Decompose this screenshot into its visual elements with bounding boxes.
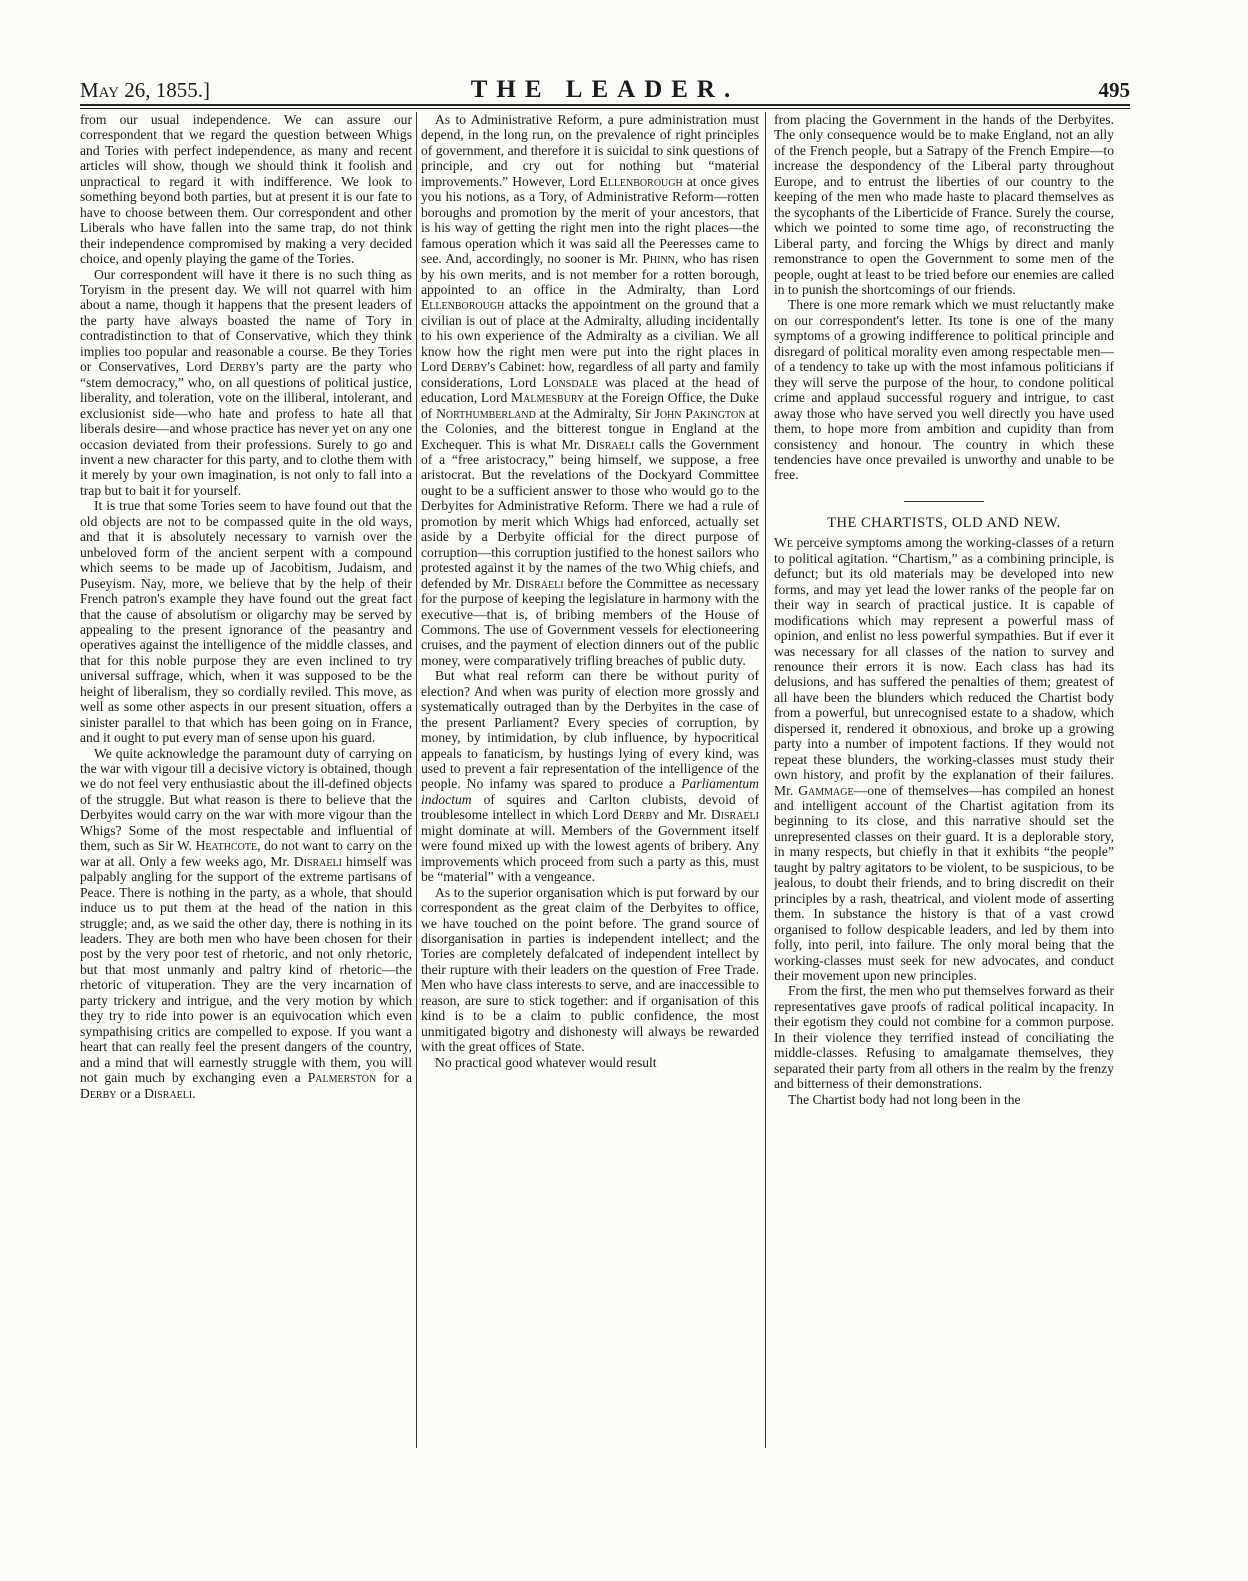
- masthead-title: THE LEADER.: [470, 76, 740, 103]
- column-2: [421, 112, 759, 1562]
- paragraph: We perceive symptoms among the working-classes of a return to political agitation. “Chartism,” as a combining principle, is defunct; but its old materials may be developed into new forms, and may yet lead the lower ranks of the people far on their way in search of practical justice. It is capable of modifications which may represent a powerful mass of opinion, and enlist no less powerful sympathies. But if ever it was necessary for all classes of the nation to survey and renounce their errors it is now. Each class has had its delusions, and has suffered the penalties of them; greatest of all have been the blunders which reduced the Chartist body from a powerful, but unrecognised estate to a shadow, which dispersed it, rendered it obnoxious, and broke up a growing party into a number of impotent factions. If they would not repeat these blunders, the working-classes must study their own history, and profit by the explanation of their failures. Mr. Gammage—one of themselves—has compiled an honest and intelligent account of the Chartist agitation from its beginning to its close, and this narrative should set the unrepresented classes on their guard. It is a deplorable story, in many respects, but chiefly in that it exhibits “the people” taught by paltry agitators to be violent, to be suspicious, to be jealous, to doubt their friends, and to bring discredit on their principles by a rash, theatrical, and violent mode of asserting them. In substance the history is that of a vast crowd organised to follow despicable leaders, and led by them into folly, into peril, into failure. The only moral being that the working-classes must seek for new advocates, and conduct their movement upon new principles.: [774, 535, 1114, 984]
- paragraph: Our correspondent will have it there is no such thing as Toryism in the present day. We will not quarrel with him about a name, though it happens that the present leaders of the party have always boasted the name of Tory in contradistinction to that of Conservative, which they think implies too popular and reasonable a course. Be they Tories or Conservatives, Lord Derby's party are the party who “stem democracy,” who, on all questions of political justice, liberality, and toleration, vote on the illiberal, intolerant, and exclusionist side—who hate and profess to hate all that liberals desire—and whose practice has never yet on any one occasion deviated from their professions. Surely to go and invent a new character for this party, and to clothe them with it merely by your own imagination, is not only to fall into a trap but to bait it for yourself.: [80, 266, 412, 498]
- issue-date: May 26, 1855.]: [80, 78, 210, 102]
- column-divider: [416, 112, 417, 1448]
- paragraph: As to Administrative Reform, a pure administration must depend, in the long run, on the prevalence of right principles of government, and therefore it is suicidal to sink questions of principle, and cry out for nothing but “material improvements.” However, Lord Ellenborough at once gives you his notions, as a Tory, of Administrative Reform—rotten boroughs and promotion by the merit of your ancestors, that is his way of getting the right men into the right places—the famous operation which it was said all the Peeresses came to see. And, accordingly, no sooner is Mr. Phinn, who has risen by his own merits, and is not member for a rotten borough, appointed to an office in the Admiralty, than Lord Ellenborough attacks the appointment on the ground that a civilian is out of place at the Admiralty, alluding incidentally to his own experience of the Admiralty as a civilian. We all know how the right men were put into the right places in Lord Derby's Cabinet: how, regardless of all party and family considerations, Lord Lonsdale was placed at the head of education, Lord Malmesbury at the Foreign Office, the Duke of Northumberland at the Admiralty, Sir John Pakington at the Colonies, and the bitterest tongue in England at the Exchequer. This is what Mr. Disraeli calls the Government of a “free aristocracy,” being himself, we suppose, a free aristocrat. But the revelations of the Dockyard Committee ought to be a sufficient answer to those who would go to the Derbyites for Administrative Reform. There we had a rule of promotion by merit which Whigs had enforced, actually set aside by a Derbyite official for the direct purpose of corruption—this corruption justified to the honest sailors who protested against it by the names of the two Whig chiefs, and defended by Mr. Disraeli before the Committee as necessary for the purpose of keeping the legislature in harmony with the executive—that is, of bribing members of the House of Commons. The use of Government vessels for electioneering cruises, and the payment of election dinners out of the public money, were comparatively trifling breaches of public duty.: [421, 112, 759, 668]
- header-rule: [80, 104, 1130, 106]
- article-title: THE CHARTISTS, OLD AND NEW.: [827, 514, 1061, 531]
- paragraph: From the first, the men who put themselves forward as their representatives gave proofs of radical political incapacity. In their egotism they could not combine for a common purpose. In their violence they terrified instead of conciliating the middle-classes. Refusing to amalgamate themselves, they separated their party from all others in the realm by the frenzy and bitterness of their demonstrations.: [774, 983, 1114, 1092]
- paragraph: As to the superior organisation which is put forward by our correspondent as the great claim of the Derbyites to office, we have touched on the point before. The grand source of disorganisation in parties is independent intellect; and the Tories are completely defalcated of independent intellect by their rupture with their leaders on the question of Free Trade. Men who have class interests to serve, and are inaccessible to reason, are sure to stick together: and if organisation of this kind is to be a claim to public confidence, the most unmitigated bigotry and dishonesty will always be rewarded with the great offices of State.: [421, 884, 759, 1055]
- header-rule-thin: [80, 108, 1130, 109]
- section-divider: [904, 501, 984, 502]
- paragraph: from our usual independence. We can assure our correspondent that we regard the question between Whigs and Tories with perfect independence, as many and recent articles will show, though we should think it foolish and unpractical to regard it with indifference. We look to something beyond both parties, but at present it is our fate to have to choose between them. Our correspondent and other Liberals who have fallen into the same trap, do not think their independence compromised by making a very decided choice, and openly playing the game of the Tories.: [80, 112, 412, 267]
- paragraph: It is true that some Tories seem to have found out that the old objects are not to be compassed quite in the old ways, and that it is absolutely necessary to varnish over the unbeloved form of the ancient serpent with a compound which seems to be made up of Jacobitism, Judaism, and Puseyism. Nay, more, we believe that by the help of their French patron's example they have found out the great fact that the cause of absolutism or oligarchy may be served by appealing to the present ignorance of the peasantry and operatives against the intelligence of the middle classes, and that for this noble purpose they are even inclined to try universal suffrage, which, when it was supposed to be the height of liberalism, they so cordially reviled. This move, as well as some other aspects in our present situation, offers a sinister parallel to that which has been going on in France, and it ought to put every man of sense upon his guard.: [80, 498, 412, 746]
- paragraph: No practical good whatever would result: [435, 1054, 657, 1070]
- column-3: [774, 112, 1114, 1562]
- column-divider: [765, 112, 766, 1448]
- page-number: 495: [1098, 78, 1130, 102]
- paragraph: from placing the Government in the hands of the Derbyites. The only consequence would be to make England, not an ally of the French people, but a Satrapy of the French Empire—to increase the despondency of the Liberal party throughout Europe, and to entrust the liberties of our country to the keeping of the men who made haste to placard themselves as the sycophants of the Liberticide of France. Surely the course, which we pointed to some time ago, of reconstructing the Liberal party, and forcing the Whigs by direct and manly remonstrance to open the Government to some men of the people, ought at least to be tried before our enemies are called in to punish the shortcomings of our friends.: [774, 112, 1114, 297]
- paragraph: We quite acknowledge the paramount duty of carrying on the war with vigour till a decisive victory is obtained, though we do not feel very enthusiastic about the ill-defined objects of the struggle. But what reason is there to believe that the Derbyites would carry on the war with more vigour than the Whigs? Some of the most respectable and influential of them, such as Sir W. Heathcote, do not want to carry on the war at all. Only a few weeks ago, Mr. Disraeli himself was palpably angling for the support of the extreme partisans of Peace. There is nothing in the party, as a whole, that should induce us to put them at the head of the nation in this struggle; and, as we said the other day, there is nothing in its leaders. They are both men who have been chosen for their post by the very poor test of rhetoric, and not only rhetoric, but that most unmanly and paltry kind of rhetoric—the rhetoric of vituperation. They are the very incarnation of party trickery and intrigue, and the very motion by which they try to ride into power is an equivocation which even sympathising critics are compelled to expose. If you want a heart that can really feel the present dangers of the country, and a mind that will earnestly struggle with them, you will not gain much by exchanging even a Palmerston for a Derby or a Disraeli.: [80, 745, 412, 1101]
- paragraph: The Chartist body had not long been in the: [788, 1091, 1021, 1107]
- paragraph: But what real reform can there be without purity of election? And when was purity of election more grossly and systematically outraged than by the Derbyites in the case of the present Parliament? Every species of corruption, by money, by intimidation, by club influence, by hypocritical appeals to fanaticism, by hustings lying of every kind, was used to prevent a fair representation of the intelligence of the people. No infamy was spared to produce a Parliamentum indoctum of squires and Carlton clubists, devoid of troublesome intellect in which Lord Derby and Mr. Disraeli might dominate at will. Members of the Government itself were found mixed up with the lowest agents of bribery. Any improvements which proceed from such a party as this, must be “material” with a vengeance.: [421, 668, 759, 885]
- column-1: [80, 112, 412, 1562]
- paragraph: There is one more remark which we must reluctantly make on our correspondent's letter. Its tone is one of the many symptoms of a growing indifference to political principle and disregard of political morality even among respectable men—of a tendency to take up with the most infamous politicians if they will serve the purpose of the hour, to condone political crime and applaud successful roguery and intrigue, to cast away those who have served you well directly you have used them, to hope more from ambition and cupidity than from consistency and honour. The country in which these tendencies have once prevailed is unworthy and unable to be free.: [774, 297, 1114, 483]
